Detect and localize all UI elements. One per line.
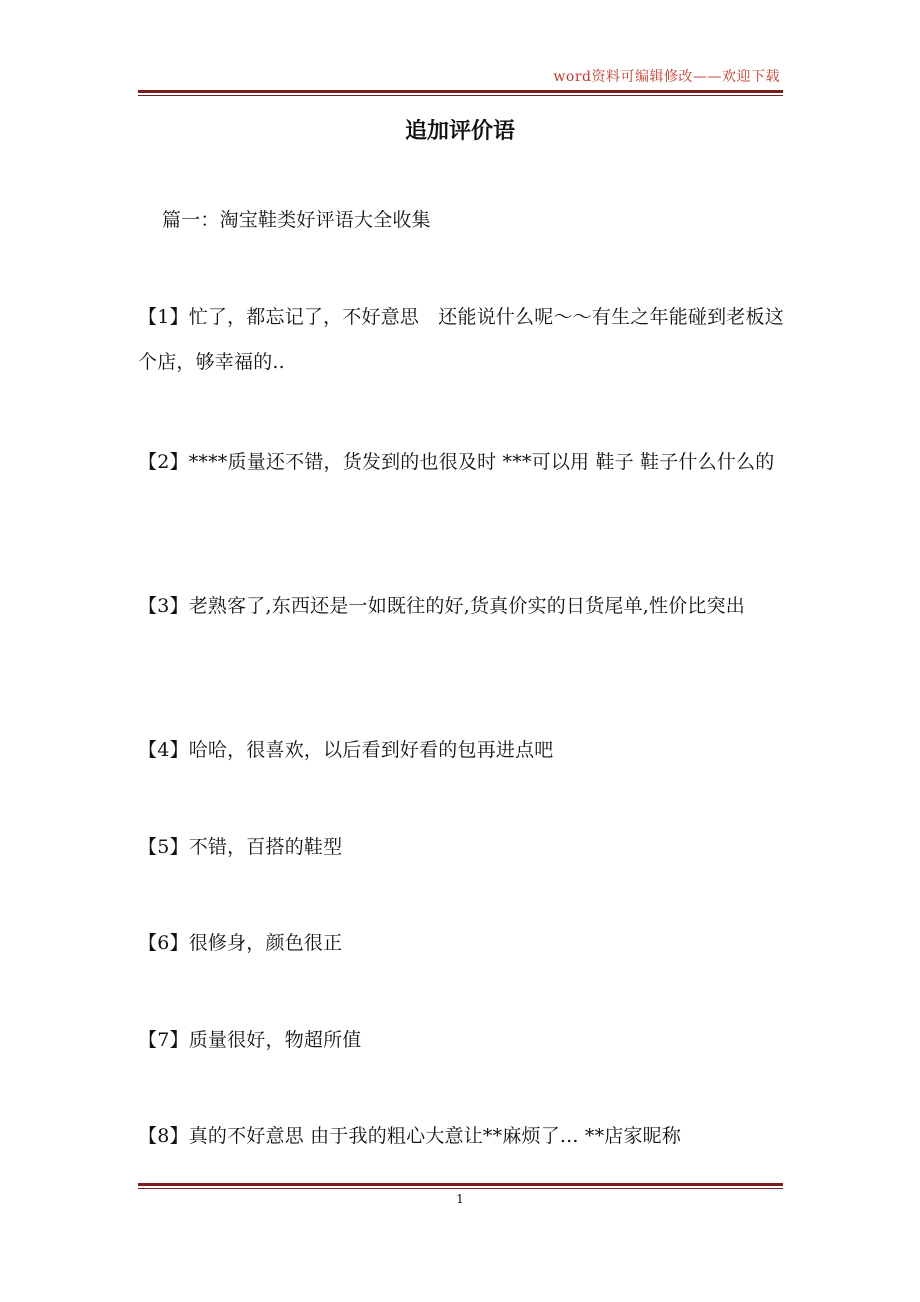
paragraph-1: 【1】忙了，都忘记了，不好意思 还能说什么呢～～有生之年能碰到老板这个店，够幸福的..: [138, 306, 784, 373]
header-note: word资料可编辑修改——欢迎下载: [553, 69, 780, 85]
page-number: 1: [456, 1192, 464, 1206]
paragraph-6: 【6】很修身，颜色很正: [138, 932, 343, 954]
paragraph-4: 【4】哈哈，很喜欢，以后看到好看的包再进点吧: [138, 739, 554, 761]
header-rule: [138, 90, 783, 96]
paragraph-3: 【3】老熟客了,东西还是一如既往的好,货真价实的日货尾单,性价比突出: [138, 595, 746, 617]
document-title: 追加评价语: [404, 119, 515, 144]
paragraph-7: 【7】质量很好，物超所值: [138, 1029, 362, 1051]
paragraph-8: 【8】真的不好意思 由于我的粗心大意让**麻烦了... **店家昵称: [138, 1125, 682, 1147]
paragraph-2: 【2】****质量还不错，货发到的也很及时 ***可以用 鞋子 鞋子什么什么的: [138, 451, 775, 473]
footer-rule: [138, 1183, 783, 1189]
section-heading: 篇一：淘宝鞋类好评语大全收集: [162, 209, 431, 231]
paragraph-5: 【5】不错，百搭的鞋型: [138, 836, 343, 858]
